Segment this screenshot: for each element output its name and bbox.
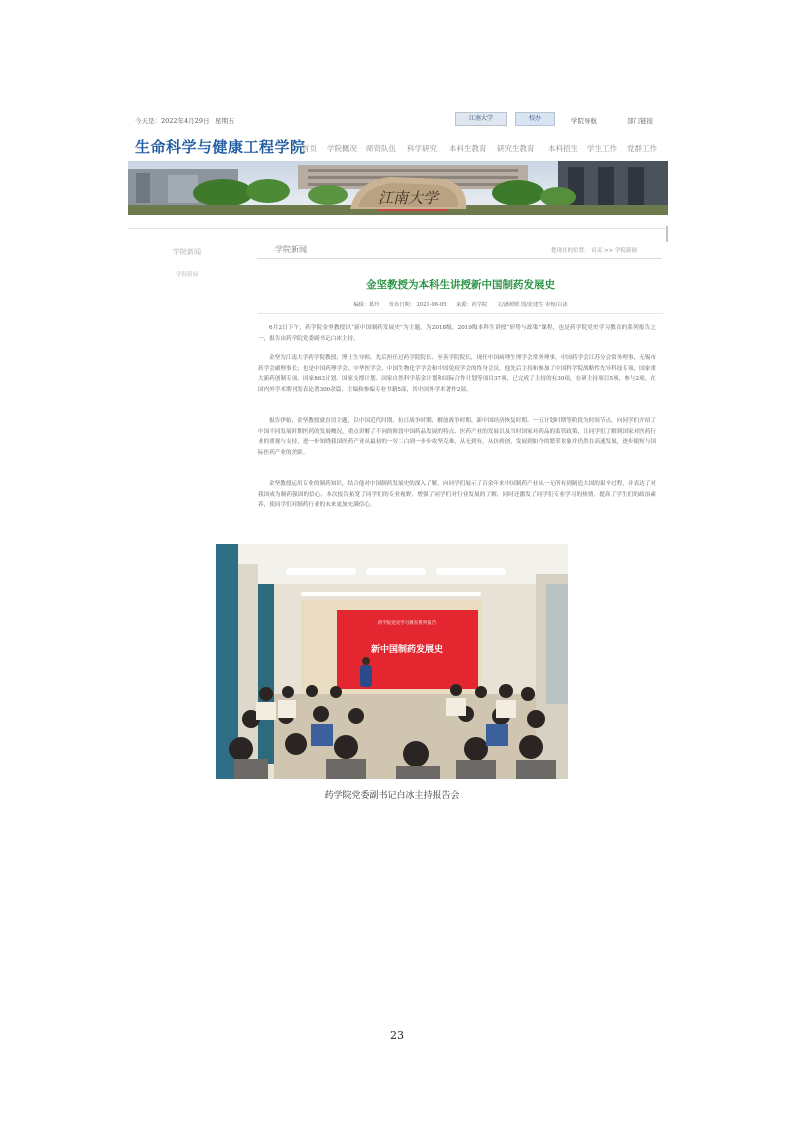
banner-stone-text: 江南大学 [377, 189, 439, 207]
meta-divider [258, 313, 663, 314]
screen-subtitle: 新中国制药发展史 [370, 645, 444, 655]
campus-banner-illustration [128, 161, 668, 215]
article-publish-date: 发布日期： 2021-06-05 [388, 302, 447, 308]
office-logo[interactable]: 校办 [515, 112, 555, 126]
screen-title: 药学院党史学习教育系列报告 [377, 621, 437, 626]
nav-item-undergrad[interactable]: 本科生教育 [449, 144, 487, 153]
site-title[interactable]: 生命科学与健康工程学院 [135, 138, 306, 156]
content-frame-edge [666, 226, 668, 242]
article-source: 来源：药学院 [456, 302, 488, 308]
article-editor: 编辑：葛玲 [353, 302, 380, 308]
nav-item-home[interactable]: 首页 [302, 144, 317, 153]
top-info-bar [135, 112, 660, 130]
campus-banner [128, 161, 668, 215]
article-title: 金坚教授为本科生讲授新中国制药发展史 [366, 279, 555, 291]
article-credits: 文/潘媛媛 图/张建生 审核/白冰 [496, 302, 568, 308]
breadcrumb[interactable]: 您现在的位置： 首页 >> 学院新闻 [551, 248, 637, 254]
nav-item-graduate[interactable]: 研究生教育 [497, 144, 535, 153]
college-nav-link[interactable]: 学院导航 [571, 117, 597, 125]
article-paragraph: 金坚教授运用专业的制药知识，结合他对中国制药发展史的深入了解，向同学们展示了百余年来中国制药产业从一无所有到制造大国的艰辛过程，并表达了对我国成为制药强国的信心。本次报告拓宽了同学们的专业视野，增强了同学们对行业发展的了解，同时还激发了同学们专业学习的热情，提高了学生们的政治素养，使同学们对制药行业的未来更加充满信心。 [258, 481, 656, 508]
current-date: 今天是：2022年4月29日 [135, 117, 210, 125]
sidebar-title: 学院新闻 [173, 248, 201, 256]
main-nav [302, 143, 664, 155]
content-frame-top [128, 228, 668, 229]
lecture-photo [216, 544, 568, 779]
article-paragraph: 金坚为江南大学药学院教授、博士生导师，先后担任过药学院院长、至善学院院长，现任中国病理生理学会常务理事，中国药学会江苏分会常务理事，无锡市药学会副理事长；也是中国药理学会、中华医学会、中国生物化学学会和中国免疫学会的终身会员。他先后主持和参加了中国科学院战略性先导科技专项、国家重大新药创制专项、国家863计划、国家支撑计划、国家自然科学基金计划和国际合作计划等项目37项，已完成了主持的有30项，在研主持项目5项，参与2项。在国内外学术期刊发表论著300余篇，主编和参编专业书籍5部，其中国外学术著作2部。 [258, 355, 656, 393]
article-meta [258, 301, 663, 308]
nav-item-faculty[interactable]: 师资队伍 [366, 144, 396, 153]
photo-caption: 药学院党委副书记白冰主持报告会 [324, 791, 460, 801]
nav-item-party[interactable]: 党群工作 [627, 144, 657, 153]
department-links-link[interactable]: 部门链接 [627, 117, 653, 125]
article-paragraph: 6月2日下午，药学院金坚教授以“新中国制药发展史”为主题，为2018级、2019级本科生讲授“形势与政策”课程，也是药学院党史学习教育的系列报告之一，报告由药学院党委副书记白冰主持。 [258, 325, 656, 342]
lecture-hall-illustration [216, 544, 568, 779]
section-title: 学院新闻 [275, 245, 307, 254]
nav-item-research[interactable]: 科学研究 [407, 144, 437, 153]
weekday: 星期五 [215, 117, 235, 125]
nav-item-admission[interactable]: 本科招生 [548, 144, 578, 153]
article-paragraph: 报告伊始，金坚教授就直切主题，以中国近代时期、抗日战争时期、解放战争时期、新中国经济恢复时期、一五计划时期等阶段为时间节点，向同学们介绍了中国不同发展时期医药的发展概况，重点讲解了不同的阶段中国药品发展的特点、医药产业的发展以及当时国家对药品的监管政策，让同学们了解到国家对医药行业的重视与支持，进一步知晓我国医药产业从最初的一穷二白到一步步攻坚克难，从无到有，从仿到创，发展到如今的繁荣景象并仍然在高速发展，逐步缩短与国际医药产业的差距。 [258, 418, 656, 456]
nav-item-overview[interactable]: 学院概况 [327, 144, 357, 153]
sidebar-item-news[interactable]: 学院新闻 [176, 272, 199, 278]
section-divider [257, 258, 662, 259]
nav-item-student-affairs[interactable]: 学生工作 [587, 144, 617, 153]
page-number: 23 [390, 1029, 404, 1042]
university-logo[interactable]: 江南大学 [455, 112, 507, 126]
